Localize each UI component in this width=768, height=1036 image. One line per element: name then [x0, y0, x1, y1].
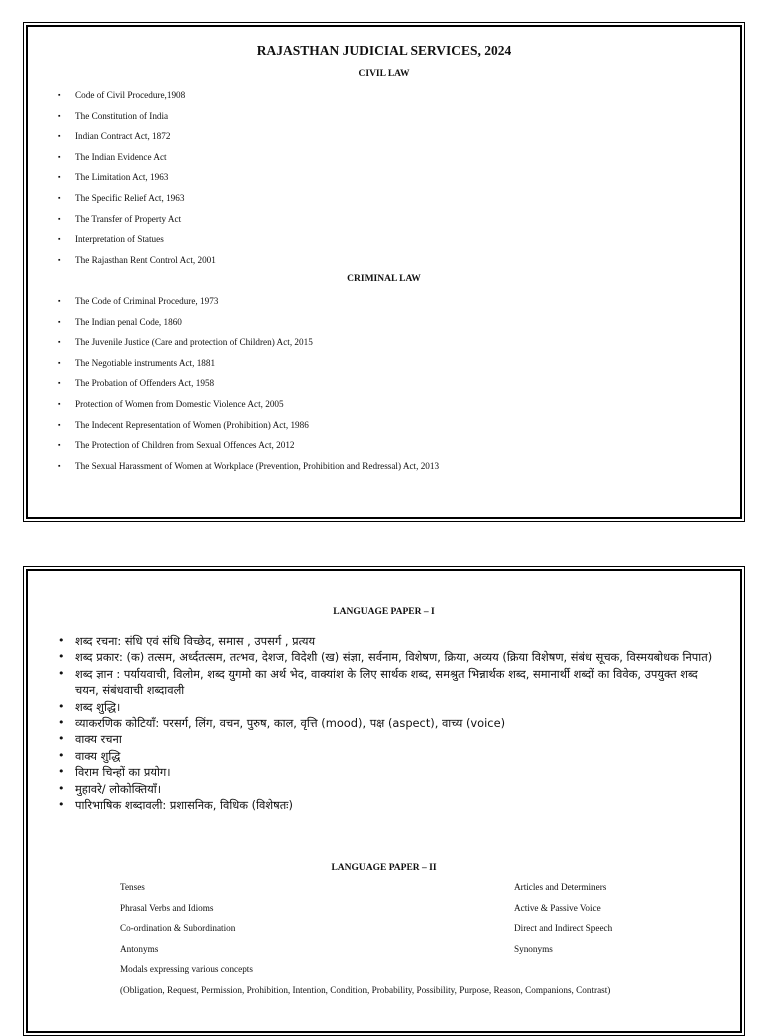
language-paper-one-item: • शब्द प्रकार: (क) तत्सम, अर्ध्दतत्सम, तत्भव, देशज, विदेशी (ख) संज्ञा, सर्वनाम, विशेषण, क्रिया, अव्यय (क्रिया विशेषण, संबंध सूचक, विस्मयबोधक निपात) — [58, 649, 718, 665]
civil-law-item: ▪ Interpretation of Statues — [58, 233, 730, 254]
document-title: RAJASTHAN JUDICIAL SERVICES, 2024 — [256, 43, 512, 58]
topic-row — [120, 922, 710, 943]
language-paper-one-item: • शब्द रचना: संधि एवं संधि विच्छेद, समास , उपसर्ग , प्रत्यय — [58, 633, 718, 649]
language-paper-one-item: • मुहावरे/ लोकोक्तियाँ। — [58, 781, 718, 797]
civil-law-item: ▪ The Limitation Act, 1963 — [58, 171, 730, 192]
topic-left: Phrasal Verbs and Idioms — [120, 902, 214, 913]
language-paper-two-heading: LANGUAGE PAPER – II — [331, 863, 437, 873]
topic-right: Synonyms — [514, 943, 553, 954]
language-paper-one-item: • वाक्य रचना — [58, 731, 718, 747]
criminal-law-item: ▪ The Juvenile Justice (Care and protection of Children) Act, 2015 — [58, 336, 730, 357]
civil-law-item: ▪ Code of Civil Procedure,1908 — [58, 89, 730, 110]
criminal-law-item: ▪ Protection of Women from Domestic Violence Act, 2005 — [58, 398, 730, 419]
civil-law-item: ▪ The Specific Relief Act, 1963 — [58, 192, 730, 213]
language-paper-one-heading: LANGUAGE PAPER – I — [333, 607, 435, 617]
civil-law-item: ▪ The Indian Evidence Act — [58, 151, 730, 172]
page-two-border — [26, 569, 742, 1033]
civil-law-heading: CIVIL LAW — [358, 69, 410, 79]
topic-right: Active & Passive Voice — [514, 902, 601, 913]
civil-law-item: ▪ The Transfer of Property Act — [58, 213, 730, 234]
language-paper-one-item: • शब्द शुद्धि। — [58, 699, 718, 715]
criminal-law-item: ▪ The Indian penal Code, 1860 — [58, 316, 730, 337]
topic-row — [120, 881, 710, 902]
topic-row — [120, 943, 710, 964]
language-paper-one-item: • वाक्य शुद्धि — [58, 748, 718, 764]
page-one-border — [26, 25, 742, 519]
topic-row — [120, 902, 710, 923]
criminal-law-item: ▪ The Protection of Children from Sexual Offences Act, 2012 — [58, 439, 730, 460]
language-paper-one-item: • पारिभाषिक शब्दावली: प्रशासनिक, विधिक (विशेषतः) — [58, 797, 718, 813]
topic-left: Antonyms — [120, 943, 159, 954]
language-paper-one-item: • व्याकरणिक कोटियाँ: परसर्ग, लिंग, वचन, पुरुष, काल, वृत्ति (mood), पक्ष (aspect), वाच्य (voice) — [58, 715, 718, 731]
language-paper-one-list — [58, 633, 718, 813]
language-paper-one-item: • शब्द ज्ञान : पर्यायवाची, विलोम, शब्द युगमो का अर्थ भेद, वाक्यांश के लिए सार्थक शब्द, समश्रुत भिन्नार्थक शब्द, समानार्थी शब्दों का विवेक, उपयुक्त शब्द चयन, संबंधवाची शब्दावली — [58, 666, 718, 699]
civil-law-item: ▪ The Rajasthan Rent Control Act, 2001 — [58, 254, 730, 275]
criminal-law-item: ▪ The Probation of Offenders Act, 1958 — [58, 377, 730, 398]
topic-left: Tenses — [120, 882, 145, 892]
page-two — [23, 566, 745, 1036]
criminal-law-item: ▪ The Sexual Harassment of Women at Workplace (Prevention, Prohibition and Redressal) Act, 2013 — [58, 460, 730, 481]
criminal-law-list — [58, 295, 730, 480]
language-paper-one-item: • विराम चिन्हों का प्रयोग। — [58, 764, 718, 780]
topic-right: Articles and Determiners — [514, 882, 607, 892]
topic-right: Direct and Indirect Speech — [514, 923, 613, 934]
topic-left: Co-ordination & Subordination — [120, 923, 236, 934]
modals-line: Modals expressing various concepts — [120, 964, 253, 975]
criminal-law-item: ▪ The Code of Criminal Procedure, 1973 — [58, 295, 730, 316]
criminal-law-heading: CRIMINAL LAW — [347, 274, 421, 284]
civil-law-list — [58, 89, 730, 274]
civil-law-item: ▪ Indian Contract Act, 1872 — [58, 130, 730, 151]
page-one — [23, 22, 745, 522]
civil-law-item: ▪ The Constitution of India — [58, 110, 730, 131]
criminal-law-item: ▪ The Negotiable instruments Act, 1881 — [58, 357, 730, 378]
criminal-law-item: ▪ The Indecent Representation of Women (Prohibition) Act, 1986 — [58, 419, 730, 440]
modals-detail: (Obligation, Request, Permission, Prohibition, Intention, Condition, Probability, Possibility, Purpose, Reason, Companions, Contrast) — [120, 984, 611, 995]
language-paper-two-topics — [120, 881, 710, 1005]
